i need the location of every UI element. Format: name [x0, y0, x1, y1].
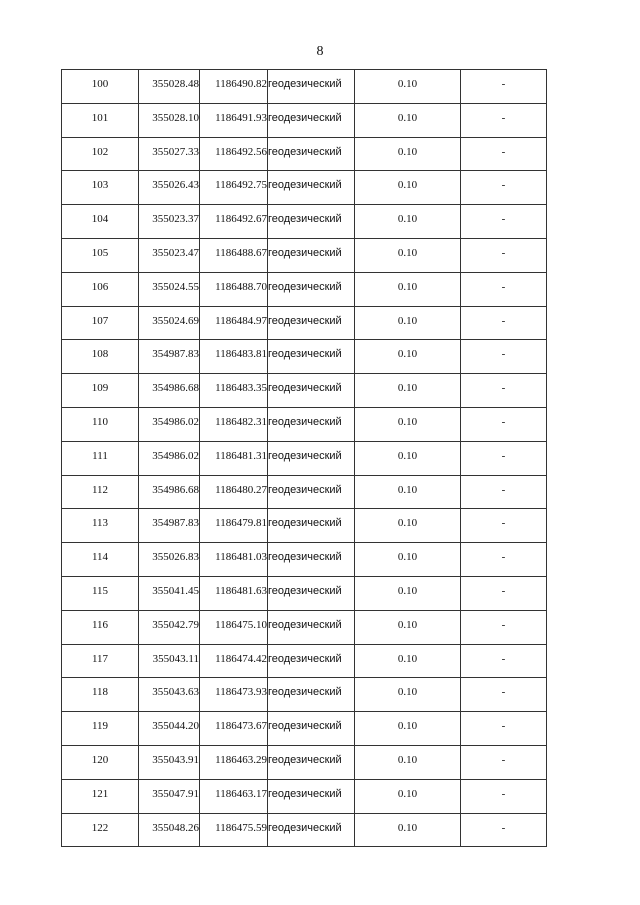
- description-cell: -: [461, 610, 547, 644]
- table-row: [62, 779, 547, 813]
- point-number-cell: 102: [62, 137, 139, 171]
- point-number-cell: 103: [62, 171, 139, 205]
- point-number-cell: 105: [62, 238, 139, 272]
- x-coordinate-cell: 355042.79: [139, 610, 200, 644]
- accuracy-cell: 0.10: [355, 205, 461, 239]
- description-cell: -: [461, 272, 547, 306]
- method-cell: геодезический: [268, 813, 355, 847]
- y-coordinate-cell: 1186473.67: [200, 712, 268, 746]
- accuracy-cell: 0.10: [355, 374, 461, 408]
- accuracy-cell: 0.10: [355, 543, 461, 577]
- description-cell: -: [461, 678, 547, 712]
- table-row: [62, 813, 547, 847]
- method-cell: геодезический: [268, 238, 355, 272]
- description-cell: -: [461, 745, 547, 779]
- description-cell: -: [461, 509, 547, 543]
- table-row: [62, 678, 547, 712]
- point-number-cell: 108: [62, 340, 139, 374]
- method-cell: геодезический: [268, 137, 355, 171]
- x-coordinate-cell: 354987.83: [139, 340, 200, 374]
- accuracy-cell: 0.10: [355, 137, 461, 171]
- point-number-cell: 104: [62, 205, 139, 239]
- point-number-cell: 115: [62, 576, 139, 610]
- accuracy-cell: 0.10: [355, 712, 461, 746]
- method-cell: геодезический: [268, 205, 355, 239]
- table-row: [62, 644, 547, 678]
- description-cell: -: [461, 779, 547, 813]
- description-cell: -: [461, 103, 547, 137]
- y-coordinate-cell: 1186488.70: [200, 272, 268, 306]
- y-coordinate-cell: 1186484.97: [200, 306, 268, 340]
- point-number-cell: 121: [62, 779, 139, 813]
- method-cell: геодезический: [268, 543, 355, 577]
- description-cell: -: [461, 171, 547, 205]
- y-coordinate-cell: 1186474.42: [200, 644, 268, 678]
- x-coordinate-cell: 355023.37: [139, 205, 200, 239]
- y-coordinate-cell: 1186481.31: [200, 441, 268, 475]
- method-cell: геодезический: [268, 712, 355, 746]
- method-cell: геодезический: [268, 407, 355, 441]
- table-row: [62, 70, 547, 104]
- y-coordinate-cell: 1186483.35: [200, 374, 268, 408]
- y-coordinate-cell: 1186475.59: [200, 813, 268, 847]
- x-coordinate-cell: 355043.63: [139, 678, 200, 712]
- x-coordinate-cell: 355027.33: [139, 137, 200, 171]
- point-number-cell: 113: [62, 509, 139, 543]
- y-coordinate-cell: 1186491.93: [200, 103, 268, 137]
- table-row: [62, 576, 547, 610]
- y-coordinate-cell: 1186479.81: [200, 509, 268, 543]
- y-coordinate-cell: 1186481.63: [200, 576, 268, 610]
- method-cell: геодезический: [268, 678, 355, 712]
- description-cell: -: [461, 137, 547, 171]
- page-number: 8: [316, 44, 324, 59]
- y-coordinate-cell: 1186475.10: [200, 610, 268, 644]
- x-coordinate-cell: 355048.26: [139, 813, 200, 847]
- x-coordinate-cell: 355047.91: [139, 779, 200, 813]
- description-cell: -: [461, 813, 547, 847]
- description-cell: -: [461, 712, 547, 746]
- accuracy-cell: 0.10: [355, 678, 461, 712]
- accuracy-cell: 0.10: [355, 340, 461, 374]
- description-cell: -: [461, 238, 547, 272]
- y-coordinate-cell: 1186482.31: [200, 407, 268, 441]
- method-cell: геодезический: [268, 70, 355, 104]
- accuracy-cell: 0.10: [355, 745, 461, 779]
- y-coordinate-cell: 1186492.56: [200, 137, 268, 171]
- table-row: [62, 509, 547, 543]
- accuracy-cell: 0.10: [355, 475, 461, 509]
- accuracy-cell: 0.10: [355, 610, 461, 644]
- x-coordinate-cell: 354986.68: [139, 374, 200, 408]
- table-row: [62, 407, 547, 441]
- description-cell: -: [461, 475, 547, 509]
- point-number-cell: 117: [62, 644, 139, 678]
- description-cell: -: [461, 205, 547, 239]
- description-cell: -: [461, 306, 547, 340]
- table-row: [62, 441, 547, 475]
- y-coordinate-cell: 1186473.93: [200, 678, 268, 712]
- table-row: [62, 205, 547, 239]
- table-body: [62, 70, 547, 847]
- description-cell: -: [461, 576, 547, 610]
- y-coordinate-cell: 1186483.81: [200, 340, 268, 374]
- x-coordinate-cell: 354986.02: [139, 407, 200, 441]
- point-number-cell: 112: [62, 475, 139, 509]
- accuracy-cell: 0.10: [355, 441, 461, 475]
- point-number-cell: 116: [62, 610, 139, 644]
- point-number-cell: 101: [62, 103, 139, 137]
- y-coordinate-cell: 1186490.82: [200, 70, 268, 104]
- description-cell: -: [461, 644, 547, 678]
- x-coordinate-cell: 354986.68: [139, 475, 200, 509]
- table-row: [62, 171, 547, 205]
- y-coordinate-cell: 1186463.17: [200, 779, 268, 813]
- method-cell: геодезический: [268, 610, 355, 644]
- x-coordinate-cell: 354986.02: [139, 441, 200, 475]
- accuracy-cell: 0.10: [355, 70, 461, 104]
- x-coordinate-cell: 355026.83: [139, 543, 200, 577]
- accuracy-cell: 0.10: [355, 306, 461, 340]
- table-row: [62, 103, 547, 137]
- point-number-cell: 100: [62, 70, 139, 104]
- table-row: [62, 238, 547, 272]
- x-coordinate-cell: 355024.55: [139, 272, 200, 306]
- y-coordinate-cell: 1186492.75: [200, 171, 268, 205]
- accuracy-cell: 0.10: [355, 272, 461, 306]
- table-row: [62, 137, 547, 171]
- method-cell: геодезический: [268, 779, 355, 813]
- x-coordinate-cell: 355028.10: [139, 103, 200, 137]
- x-coordinate-cell: 354987.83: [139, 509, 200, 543]
- y-coordinate-cell: 1186481.03: [200, 543, 268, 577]
- accuracy-cell: 0.10: [355, 813, 461, 847]
- description-cell: -: [461, 543, 547, 577]
- method-cell: геодезический: [268, 306, 355, 340]
- accuracy-cell: 0.10: [355, 576, 461, 610]
- y-coordinate-cell: 1186492.67: [200, 205, 268, 239]
- y-coordinate-cell: 1186480.27: [200, 475, 268, 509]
- point-number-cell: 119: [62, 712, 139, 746]
- description-cell: -: [461, 374, 547, 408]
- method-cell: геодезический: [268, 576, 355, 610]
- table-row: [62, 610, 547, 644]
- point-number-cell: 111: [62, 441, 139, 475]
- point-number-cell: 107: [62, 306, 139, 340]
- table-row: [62, 340, 547, 374]
- method-cell: геодезический: [268, 475, 355, 509]
- x-coordinate-cell: 355041.45: [139, 576, 200, 610]
- description-cell: -: [461, 407, 547, 441]
- table-row: [62, 712, 547, 746]
- x-coordinate-cell: 355024.69: [139, 306, 200, 340]
- accuracy-cell: 0.10: [355, 779, 461, 813]
- accuracy-cell: 0.10: [355, 509, 461, 543]
- x-coordinate-cell: 355043.11: [139, 644, 200, 678]
- accuracy-cell: 0.10: [355, 407, 461, 441]
- y-coordinate-cell: 1186463.29: [200, 745, 268, 779]
- accuracy-cell: 0.10: [355, 171, 461, 205]
- point-number-cell: 122: [62, 813, 139, 847]
- method-cell: геодезический: [268, 272, 355, 306]
- method-cell: геодезический: [268, 171, 355, 205]
- method-cell: геодезический: [268, 340, 355, 374]
- x-coordinate-cell: 355043.91: [139, 745, 200, 779]
- accuracy-cell: 0.10: [355, 238, 461, 272]
- point-number-cell: 110: [62, 407, 139, 441]
- method-cell: геодезический: [268, 509, 355, 543]
- x-coordinate-cell: 355023.47: [139, 238, 200, 272]
- table-row: [62, 543, 547, 577]
- x-coordinate-cell: 355044.20: [139, 712, 200, 746]
- point-number-cell: 120: [62, 745, 139, 779]
- x-coordinate-cell: 355026.43: [139, 171, 200, 205]
- description-cell: -: [461, 70, 547, 104]
- table-row: [62, 306, 547, 340]
- point-number-cell: 114: [62, 543, 139, 577]
- accuracy-cell: 0.10: [355, 644, 461, 678]
- point-number-cell: 106: [62, 272, 139, 306]
- table-row: [62, 475, 547, 509]
- table-row: [62, 374, 547, 408]
- table-row: [62, 272, 547, 306]
- method-cell: геодезический: [268, 644, 355, 678]
- method-cell: геодезический: [268, 745, 355, 779]
- point-number-cell: 109: [62, 374, 139, 408]
- x-coordinate-cell: 355028.48: [139, 70, 200, 104]
- y-coordinate-cell: 1186488.67: [200, 238, 268, 272]
- coordinates-table: [61, 69, 547, 847]
- method-cell: геодезический: [268, 441, 355, 475]
- description-cell: -: [461, 441, 547, 475]
- accuracy-cell: 0.10: [355, 103, 461, 137]
- point-number-cell: 118: [62, 678, 139, 712]
- description-cell: -: [461, 340, 547, 374]
- method-cell: геодезический: [268, 374, 355, 408]
- method-cell: геодезический: [268, 103, 355, 137]
- table-row: [62, 745, 547, 779]
